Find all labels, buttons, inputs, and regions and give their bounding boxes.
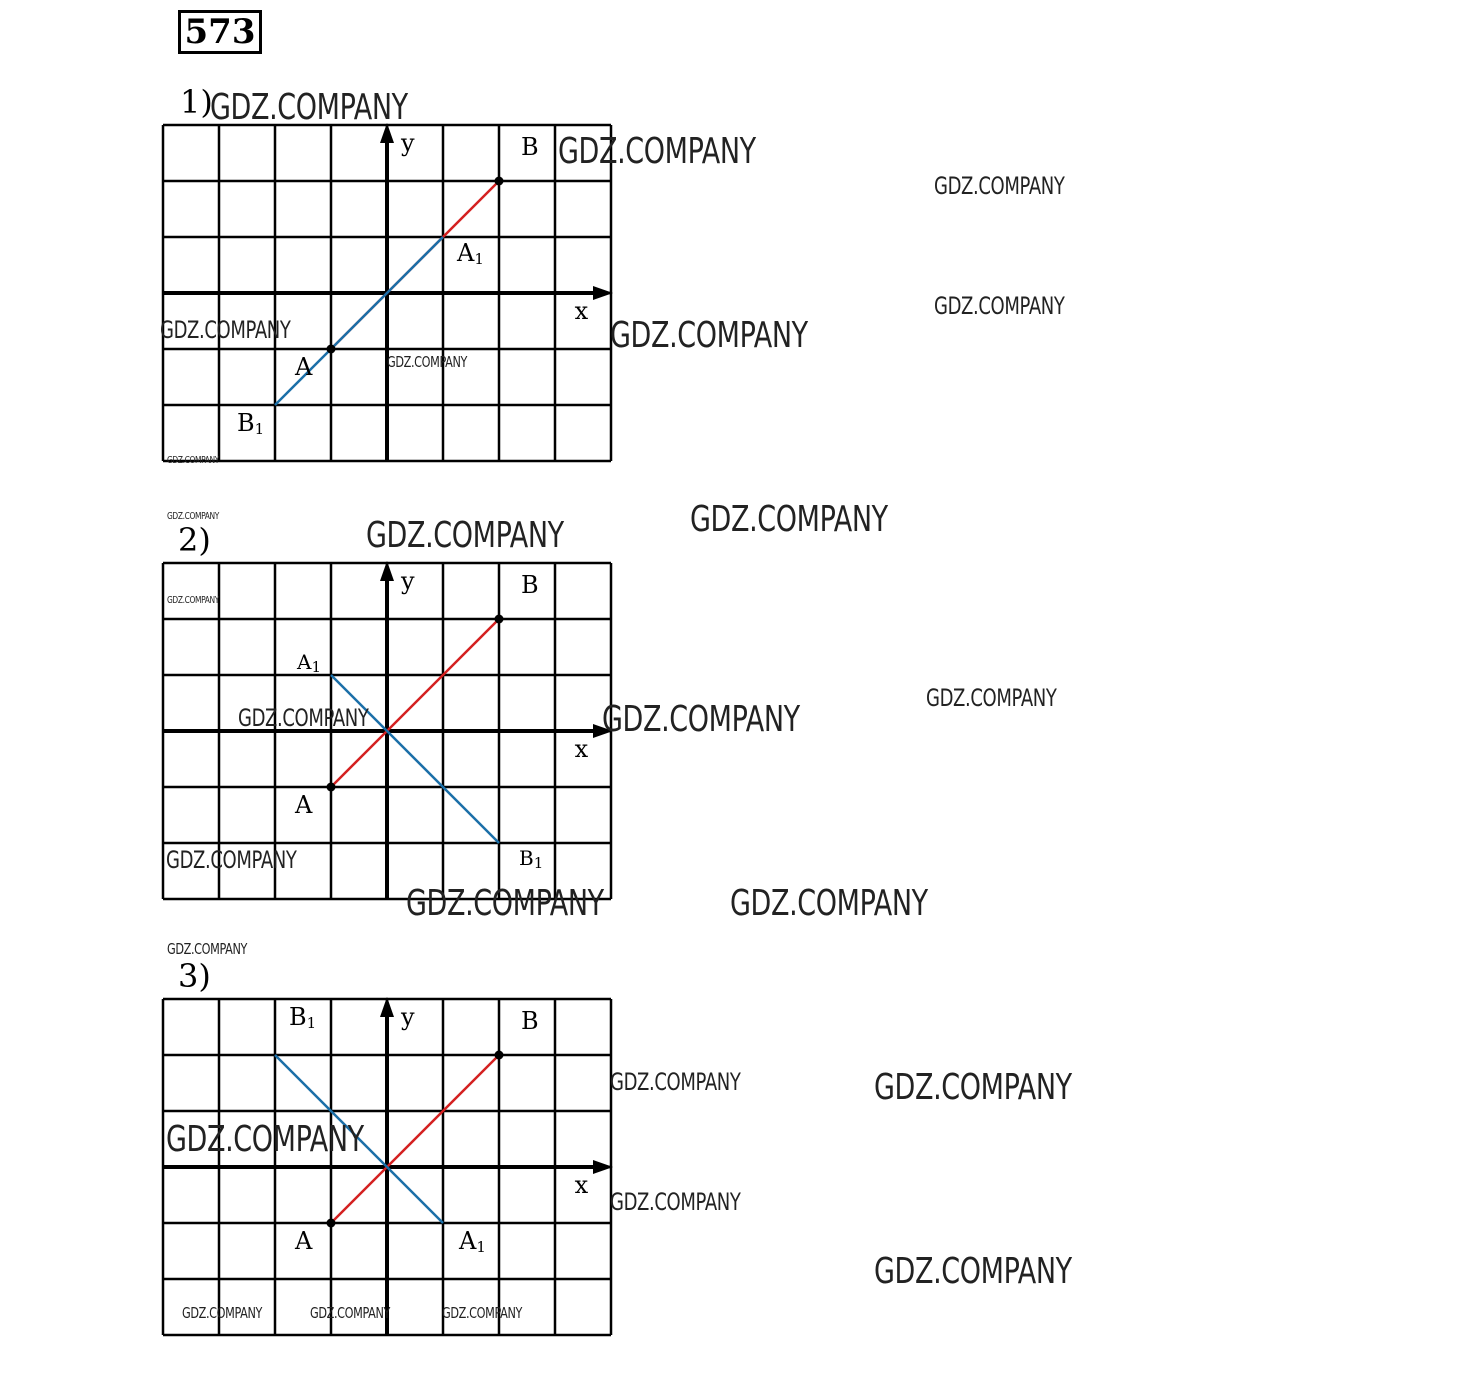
label-a1: A1 (297, 650, 321, 676)
segment-a1-b1 (331, 675, 499, 843)
watermark: GDZ.COMPANY (610, 315, 808, 356)
watermark: GDZ.COMPANY (167, 511, 219, 522)
point-b (495, 177, 504, 186)
x-axis-label: x (574, 1171, 589, 1199)
watermark: GDZ.COMPANY (602, 699, 800, 740)
point-a (327, 345, 336, 354)
watermark: GDZ.COMPANY (558, 131, 756, 172)
watermark: GDZ.COMPANY (730, 883, 928, 924)
part-label-3: 3) (178, 957, 211, 995)
segment-a-b (331, 619, 499, 787)
watermark: GDZ.COMPANY (442, 1304, 523, 1322)
coordinate-grid-2 (160, 560, 630, 910)
label-b1: B1 (289, 1003, 317, 1032)
watermark: GDZ.COMPANY (610, 1188, 741, 1216)
label-b1: B1 (237, 409, 265, 438)
label-b: B (521, 571, 539, 599)
x-axis-label: x (574, 735, 589, 763)
watermark: GDZ.COMPANY (366, 515, 564, 556)
coordinate-grid-1 (160, 122, 630, 472)
watermark: GDZ.COMPANY (934, 172, 1065, 200)
point-b (495, 1051, 504, 1060)
watermark: GDZ.COMPANY (182, 1304, 263, 1322)
watermark: GDZ.COMPANY (934, 292, 1065, 320)
watermark: GDZ.COMPANY (167, 595, 219, 606)
watermark: GDZ.COMPANY (387, 353, 468, 371)
problem-number: 573 (178, 10, 262, 54)
watermark: GDZ.COMPANY (926, 684, 1057, 712)
x-axis-label: x (574, 297, 589, 325)
watermark: GDZ.COMPANY (210, 87, 408, 128)
label-a1: A1 (457, 239, 484, 268)
y-axis-label: y (401, 1003, 415, 1031)
watermark: GDZ.COMPANY (610, 1068, 741, 1096)
part-label-1: 1) (180, 83, 213, 121)
y-axis-label: y (401, 129, 415, 157)
watermark: GDZ.COMPANY (167, 940, 248, 958)
label-a: A (295, 1227, 313, 1255)
point-a (327, 783, 336, 792)
segment-a-b (331, 1055, 499, 1223)
label-a: A (295, 353, 313, 381)
point-a (327, 1219, 336, 1228)
watermark: GDZ.COMPANY (690, 499, 888, 540)
segment-b1-a1 (275, 1055, 443, 1223)
watermark: GDZ.COMPANY (166, 1119, 364, 1160)
watermark: GDZ.COMPANY (167, 455, 219, 466)
part-label-2: 2) (178, 521, 211, 559)
label-b: B (521, 1007, 539, 1035)
y-axis-label: y (401, 567, 415, 595)
watermark: GDZ.COMPANY (874, 1067, 1072, 1108)
watermark: GDZ.COMPANY (310, 1304, 391, 1322)
coordinate-grid-3 (160, 996, 630, 1346)
label-b: B (521, 133, 539, 161)
label-a1: A1 (459, 1227, 486, 1256)
label-a: A (295, 791, 313, 819)
point-b (495, 615, 504, 624)
watermark: GDZ.COMPANY (166, 846, 297, 874)
watermark: GDZ.COMPANY (406, 883, 604, 924)
watermark: GDZ.COMPANY (238, 704, 369, 732)
label-b1: B1 (519, 846, 544, 872)
watermark: GDZ.COMPANY (160, 316, 291, 344)
watermark: GDZ.COMPANY (874, 1251, 1072, 1292)
